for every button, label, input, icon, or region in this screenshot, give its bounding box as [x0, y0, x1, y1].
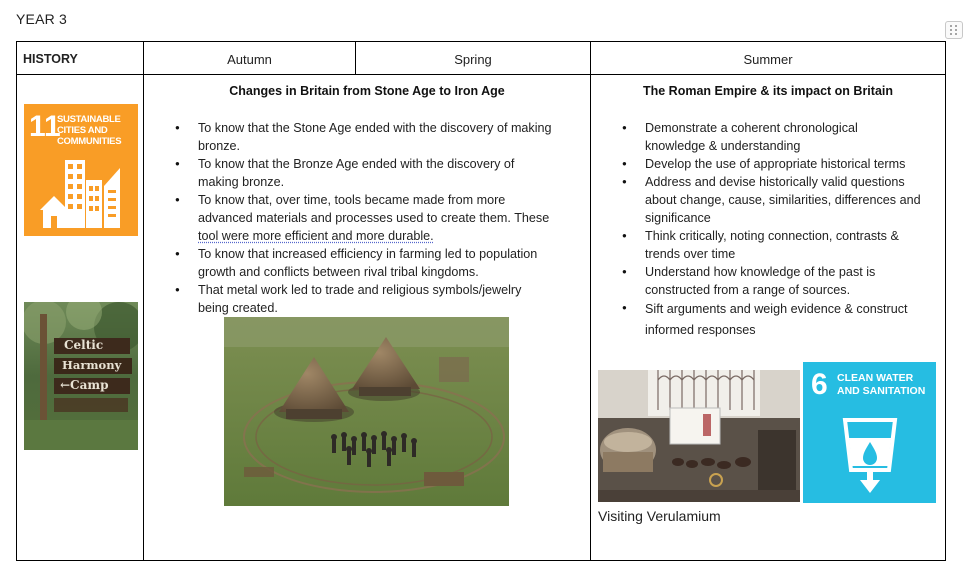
list-item: ● Understand how knowledge of the past is constructed from a range of sources. — [645, 263, 945, 299]
city-buildings-icon — [24, 104, 138, 236]
summer-header: Summer — [743, 52, 793, 67]
signpost-line-2: Harmony — [62, 358, 122, 372]
table-drag-handle-icon[interactable] — [945, 21, 963, 39]
sdg-11-number: 11 — [29, 110, 61, 143]
spring-header: Spring — [454, 52, 492, 67]
signpost-line-1: Celtic — [64, 338, 104, 352]
water-glass-icon — [803, 362, 936, 503]
iron-age-roundhouses-photo — [224, 317, 509, 506]
list-item: ● Develop the use of appropriate historical terms — [645, 155, 945, 173]
list-item: ● To know that increased efficiency in farming led to population growth and conflicts between rival tribal kingdoms. — [198, 245, 590, 281]
roman-empire-title: The Roman Empire & its impact on Britain — [642, 84, 894, 98]
signpost-photo-image — [24, 302, 138, 450]
autumn-header: Autumn — [227, 52, 272, 67]
list-item: ● To know that the Bronze Age ended with the discovery of making bronze. — [198, 155, 590, 191]
sdg-6-number: 6 — [811, 368, 828, 401]
list-item: ● To know that the Stone Age ended with the discovery of making bronze. — [198, 119, 590, 155]
sdg-11-tile — [24, 104, 138, 236]
list-item: ● Address and devise historically valid questions about change, cause, similarities, differences and significance — [645, 173, 945, 227]
verulamium-museum-photo — [598, 370, 800, 502]
list-item: ● That metal work led to trade and religious symbols/jewelry being created. — [198, 281, 590, 317]
list-item: ● Demonstrate a coherent chronological knowledge & understanding — [645, 119, 945, 155]
sdg-11-label: SUSTAINABLE CITIES AND COMMUNITIES — [57, 114, 122, 147]
sdg-6-label: CLEAN WATER AND SANITATION — [837, 372, 926, 397]
list-item: ● To know that, over time, tools became made from more advanced materials and processes used to create them. These tool were more efficient and more durable. — [198, 191, 590, 245]
list-item: ● Think critically, noting connection, contrasts & trends over time — [645, 227, 945, 263]
roundhouses-photo-image — [224, 317, 509, 506]
verulamium-caption: Visiting Verulamium — [598, 508, 721, 524]
roman-objectives-list — [645, 119, 945, 341]
celtic-harmony-signpost-photo — [24, 302, 138, 450]
summer-column-divider — [590, 42, 591, 560]
page-title: YEAR 3 — [16, 11, 67, 27]
list-item: ● Sift arguments and weigh evidence & construct informed responses — [645, 299, 945, 341]
stone-age-objectives-list — [198, 119, 590, 317]
stone-to-iron-age-title: Changes in Britain from Stone Age to Iron Age — [229, 84, 505, 98]
museum-display-image — [598, 370, 800, 502]
header-row-divider — [17, 74, 945, 75]
sdg-6-tile — [803, 362, 936, 503]
subject-column-divider — [143, 42, 144, 560]
subject-header: HISTORY — [23, 52, 78, 66]
signpost-line-3: ←Camp — [60, 378, 109, 392]
